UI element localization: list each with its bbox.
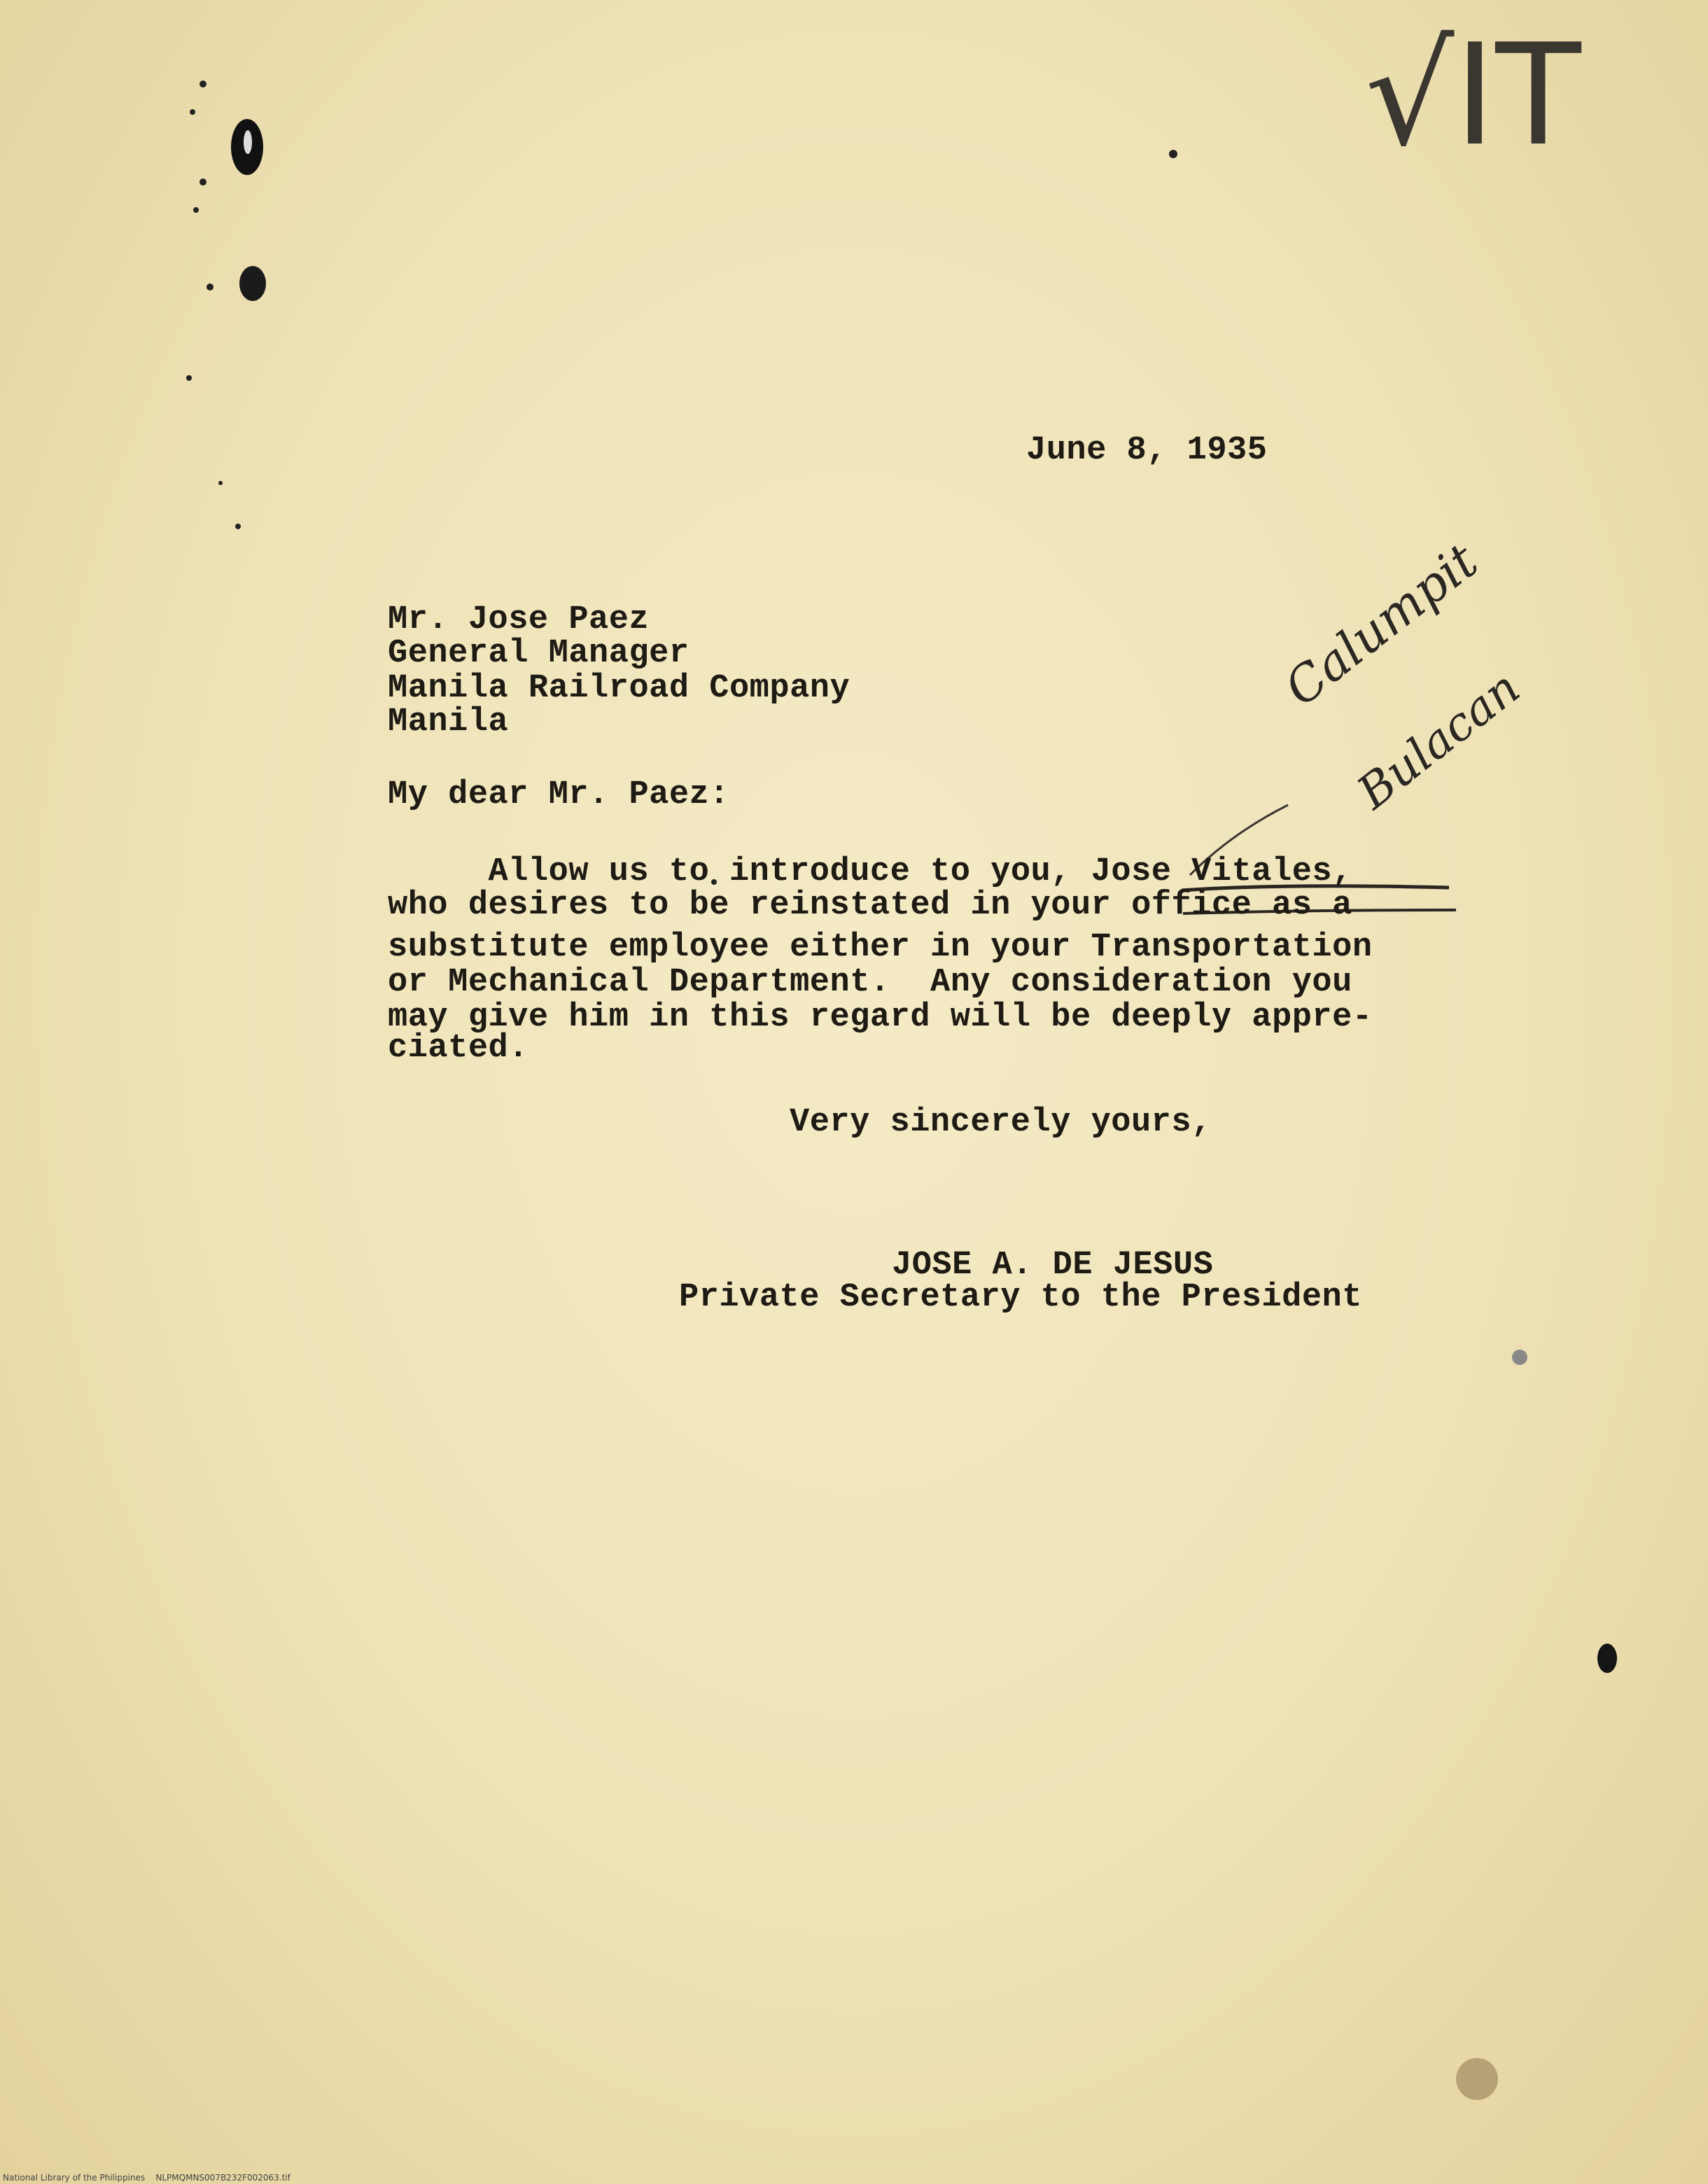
body-line: ciated. — [388, 1030, 528, 1067]
letter-date: June 8, 1935 — [1026, 432, 1268, 469]
address-line: General Manager — [388, 635, 690, 672]
address-line: Mr. Jose Paez — [388, 601, 650, 638]
address-line: Manila Railroad Company — [388, 670, 850, 707]
signer-name: JOSE A. DE JESUS — [892, 1247, 1214, 1284]
body-line: who desires to be reinstated in your office as a — [388, 887, 1352, 924]
body-line: may give him in this regard will be deeply appre- — [388, 999, 1373, 1036]
body-line: substitute employee either in your Transportation — [388, 929, 1373, 966]
top-right-pencil-mark: √IT — [1365, 14, 1581, 177]
closing: Very sincerely yours, — [790, 1104, 1212, 1141]
margin-note-line1: Calumpit — [1274, 532, 1489, 718]
salutation: My dear Mr. Paez: — [388, 776, 729, 813]
address-line: Manila — [388, 704, 509, 741]
archive-footer: National Library of the Philippines NLPMQMNS007B232F002063.tif — [3, 2173, 290, 2183]
signer-title: Private Secretary to the President — [679, 1279, 1362, 1316]
body-line: Allow us to introduce to you, Jose Vitales, — [388, 853, 1352, 890]
margin-note-line2: Bulacan — [1348, 660, 1530, 820]
body-line: or Mechanical Department. Any consideration you — [388, 964, 1352, 1001]
